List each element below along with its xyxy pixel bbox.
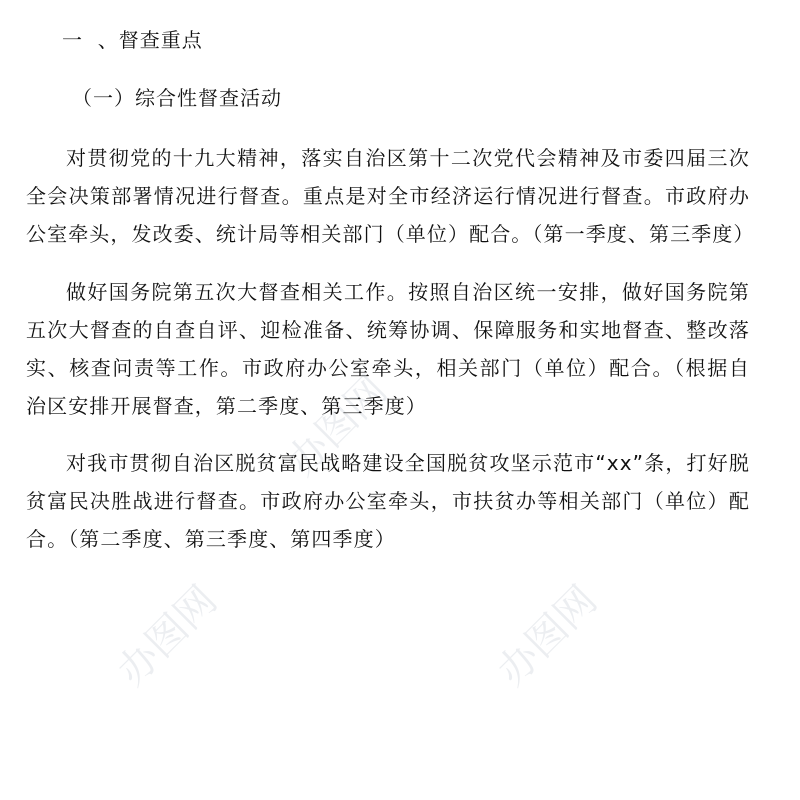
watermark: 办图网 [488, 577, 607, 695]
paragraph: 对我市贯彻自治区脱贫富民战略建设全国脱贫攻坚示范市“xx”条，打好脱贫富民决胜战进行督查。市政府办公室牵头，市扶贫办等相关部门（单位）配合。（第二季度、第三季度、第四季度） [26, 451, 750, 551]
section-heading: 一 、督查重点 [62, 28, 203, 52]
subsection-heading: （一）综合性督查活动 [72, 86, 282, 110]
watermark: 办图网 [108, 577, 227, 695]
paragraph: 对贯彻党的十九大精神，落实自治区第十二次党代会精神及市委四届三次全会决策部署情况进行督查。重点是对全市经济运行情况进行督查。市政府办公室牵头，发改委、统计局等相关部门（单位）配合。（第一季度、第三季度） [26, 146, 755, 246]
watermark: 办图网 [278, 367, 397, 485]
paragraph: 做好国务院第五次大督查相关工作。按照自治区统一安排，做好国务院第五次大督查的自查自评、迎检准备、统筹协调、保障服务和实地督查、整改落实、核查问责等工作。市政府办公室牵头，相关部门（单位）配合。（根据自治区安排开展督查，第二季度、第三季度） [26, 280, 750, 418]
